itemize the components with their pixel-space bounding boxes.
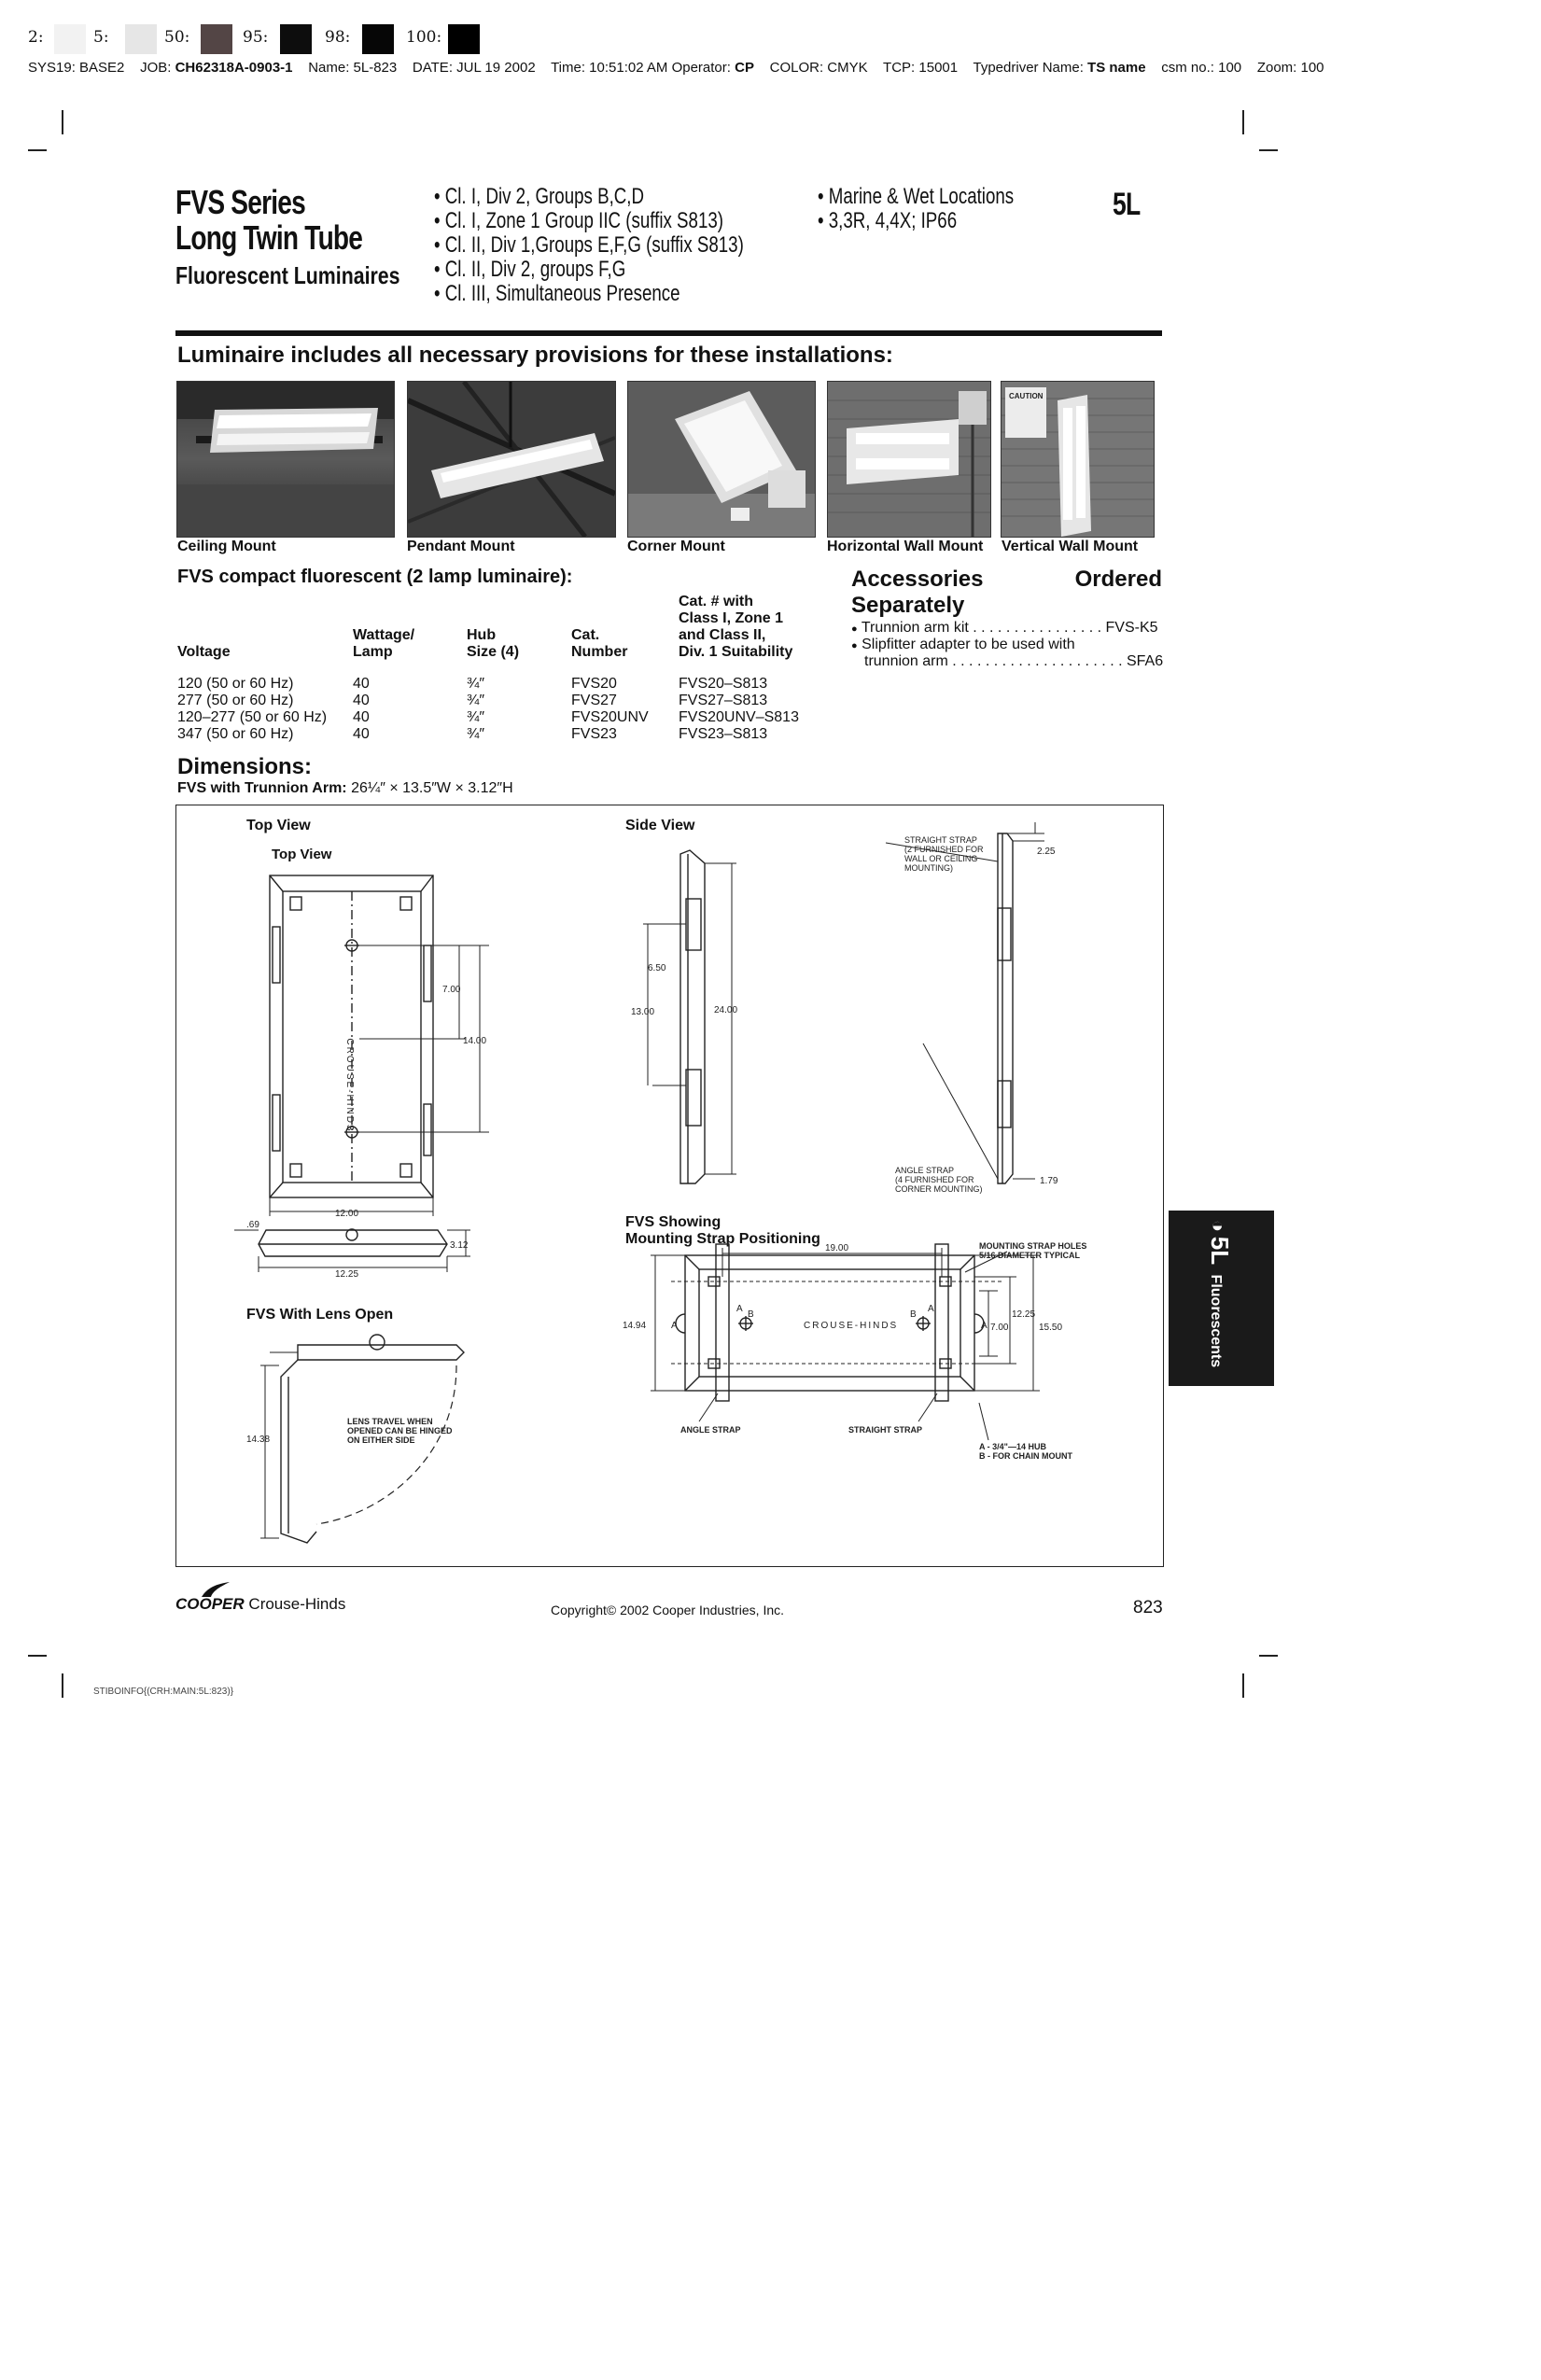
- dim-2-25: 2.25: [1037, 847, 1056, 857]
- caption-ceiling: Ceiling Mount: [177, 539, 276, 554]
- slug-job-label: JOB:: [140, 60, 172, 76]
- accessories-heading-left: Accessories: [851, 567, 984, 592]
- side-tab-text: [1205, 1220, 1234, 1367]
- pendant-mount-illustration: [408, 382, 615, 537]
- product-title-line2: Long Twin Tube: [175, 218, 363, 257]
- column-header: [571, 594, 679, 661]
- table-cell: 40: [353, 693, 370, 708]
- ratings-list-2: [818, 185, 1014, 233]
- side-view-label: Side View: [625, 818, 695, 833]
- crop-mark: [62, 110, 63, 134]
- slug-zoom: Zoom: 100: [1256, 60, 1324, 76]
- accessory-cat: FVS-K5: [1105, 620, 1158, 636]
- column-header-text: Number: [571, 644, 628, 660]
- ceiling-mount-illustration: [177, 382, 394, 537]
- table-cell: FVS23: [571, 726, 617, 742]
- column-header: [177, 594, 353, 661]
- caption-horizontal: Horizontal Wall Mount: [827, 539, 984, 554]
- rating-item: • Cl. I, Zone 1 Group IIC (suffix S813): [434, 208, 724, 233]
- strap-positioning-drawing: [651, 1244, 1040, 1440]
- swatch-label: 100:: [406, 28, 442, 47]
- slug-date: DATE: JUL 19 2002: [412, 60, 536, 76]
- rating-item: • Cl. II, Div 2, groups F,G: [434, 257, 626, 282]
- rating-item: • Cl. I, Div 2, Groups B,C,D: [434, 184, 645, 209]
- strap-holes-note: MOUNTING STRAP HOLES: [979, 1241, 1087, 1251]
- hub-mark: A: [928, 1304, 934, 1314]
- dim-14-00: 14.00: [463, 1036, 487, 1046]
- lens-open-label: FVS With Lens Open: [246, 1307, 394, 1323]
- top-view-drawing: [234, 875, 489, 1272]
- table-cell: FVS27–S813: [679, 693, 768, 708]
- swatch-label: 2:: [28, 28, 44, 47]
- caption-pendant: Pendant Mount: [407, 539, 515, 554]
- table-cell: FVS20–S813: [679, 676, 768, 692]
- dimensions-subheading: [177, 780, 513, 797]
- dimensions-heading: Dimensions:: [177, 754, 313, 779]
- color-swatch: [448, 24, 480, 54]
- rating-item: • Cl. III, Simultaneous Presence: [434, 281, 680, 306]
- swatch-label: 50:: [164, 28, 190, 47]
- dimensions-sub-value: 26¼″ × 13.5″W × 3.12″H: [351, 780, 513, 796]
- photo-ceiling-mount: [176, 381, 395, 538]
- crop-mark: [1259, 1655, 1278, 1657]
- rating-item: • 3,3R, 4,4X; IP66: [818, 208, 958, 233]
- column-header-text: Class I, Zone 1: [679, 610, 784, 626]
- top-view-label: Top View: [246, 818, 311, 833]
- brand-rest: Crouse-Hinds: [244, 1595, 346, 1613]
- slug-tcp: TCP: 15001: [883, 60, 959, 76]
- accessories-heading-line2: Separately: [851, 593, 965, 618]
- caption-corner: Corner Mount: [627, 539, 725, 554]
- hub-mark: A: [671, 1321, 678, 1331]
- table-row: [177, 709, 828, 726]
- corner-mount-illustration: [628, 382, 815, 537]
- column-header-text: Lamp: [353, 644, 393, 660]
- caption-vertical: Vertical Wall Mount: [1002, 539, 1139, 554]
- table-cell: ¾″: [467, 693, 485, 708]
- column-header-text: Voltage: [177, 644, 231, 660]
- horizontal-wall-mount-illustration: [828, 382, 990, 537]
- column-header-text: and Class II,: [679, 627, 766, 643]
- photo-corner-mount: [627, 381, 816, 538]
- column-header-text: Cat. # with: [679, 594, 754, 609]
- side-tab-code: 5L: [1206, 1236, 1234, 1266]
- accessory-item: ● Trunnion arm kit . . . . . . . . . . . . . . . . FVS-K5: [851, 620, 1158, 636]
- rating-item: • Marine & Wet Locations: [818, 184, 1015, 209]
- straight-strap-note: STRAIGHT STRAP: [904, 835, 977, 845]
- slug-time: Time: 10:51:02 AM Operator:: [551, 60, 731, 76]
- color-swatch: [201, 24, 232, 54]
- section-side-tab: [1169, 1211, 1274, 1386]
- crop-mark: [1242, 110, 1244, 134]
- color-swatch: [54, 24, 86, 54]
- accessory-cat: SFA6: [1126, 653, 1164, 669]
- angle-strap-label: ANGLE STRAP: [680, 1425, 741, 1435]
- straight-strap-note: (2 FURNISHED FOR: [904, 845, 984, 854]
- crop-mark: [1242, 1673, 1244, 1698]
- column-header: [679, 594, 828, 661]
- vertical-wall-mount-illustration: [1002, 382, 1154, 537]
- column-header: [467, 594, 571, 661]
- swatch-label: 5:: [93, 28, 109, 47]
- chain-mark: B: [748, 1309, 754, 1320]
- lens-note: OPENED CAN BE HINGED: [347, 1426, 453, 1435]
- color-swatch: [280, 24, 312, 54]
- column-header-text: Div. 1 Suitability: [679, 644, 793, 660]
- angle-strap-note: ANGLE STRAP: [895, 1166, 955, 1175]
- swatch-label: 95:: [243, 28, 269, 47]
- column-header-text: Hub: [467, 627, 497, 643]
- slug-color: COLOR: CMYK: [769, 60, 868, 76]
- table-cell: FVS20: [571, 676, 617, 692]
- accessory-leader: . . . . . . . . . . . . . . . .: [968, 620, 1106, 636]
- strap-label-line: FVS Showing: [625, 1214, 721, 1230]
- installations-heading: Luminaire includes all necessary provisions for these installations:: [177, 343, 893, 368]
- caution-sign-text: CAUTION: [1009, 392, 1044, 400]
- brand-bold: COOPER: [175, 1595, 245, 1613]
- strap-label-line: Mounting Strap Positioning: [625, 1231, 820, 1247]
- accessories-heading-right: Ordered: [1074, 567, 1162, 592]
- spec-table-heading: FVS compact fluorescent (2 lamp luminaire):: [177, 567, 573, 587]
- dim-14-38: 14.38: [246, 1435, 271, 1445]
- top-view-inner-label: Top View: [272, 847, 332, 862]
- side-tab-label: Fluorescents: [1208, 1274, 1224, 1368]
- table-cell: 120 (50 or 60 Hz): [177, 676, 294, 692]
- table-row: [177, 676, 828, 693]
- straight-strap-label: STRAIGHT STRAP: [848, 1425, 923, 1435]
- photo-vertical-wall-mount: [1001, 381, 1155, 538]
- hub-mark: A: [736, 1304, 743, 1314]
- table-cell: 40: [353, 709, 370, 725]
- crop-mark: [62, 1673, 63, 1698]
- dim-24-00: 24.00: [714, 1005, 738, 1015]
- table-header-row: [177, 594, 828, 661]
- accessory-leader: . . . . . . . . . . . . . . . . . . . . .: [947, 653, 1127, 669]
- photo-horizontal-wall-mount: [827, 381, 991, 538]
- dim-13-00: 13.00: [631, 1007, 655, 1017]
- photo-pendant-mount: [407, 381, 616, 538]
- table-cell: 120–277 (50 or 60 Hz): [177, 709, 328, 725]
- fixture-brand-text: CROUSE-HINDS: [344, 1038, 355, 1133]
- slug-operator: CP: [735, 60, 754, 76]
- dimension-drawings: [175, 805, 1164, 1567]
- slug-typedriver-label: Typedriver Name:: [973, 60, 1084, 76]
- ratings-list: [434, 185, 744, 306]
- table-row: [177, 726, 828, 743]
- slug-csm: csm no.: 100: [1161, 60, 1242, 76]
- table-cell: 40: [353, 726, 370, 742]
- technical-drawing: [176, 805, 1163, 1566]
- table-cell: FVS20UNV: [571, 709, 649, 725]
- lens-note: LENS TRAVEL WHEN: [347, 1417, 433, 1426]
- accessory-text: trunnion arm: [864, 653, 948, 669]
- hub-legend: A - 3/4"—14 HUB: [979, 1442, 1046, 1451]
- page-number: 823: [1133, 1598, 1163, 1617]
- straight-strap-note: WALL OR CEILING: [904, 854, 978, 863]
- product-title: FVS Series: [175, 183, 305, 221]
- swatch-label: 98:: [325, 28, 351, 47]
- copyright: Copyright© 2002 Cooper Industries, Inc.: [551, 1603, 785, 1617]
- angle-strap-note: (4 FURNISHED FOR: [895, 1175, 974, 1184]
- product-subtitle: Fluorescent Luminaires: [175, 261, 400, 289]
- crop-mark: [28, 149, 47, 151]
- slug-typedriver: TS name: [1087, 60, 1146, 76]
- accessory-text: Slipfitter adapter to be used with: [862, 637, 1075, 652]
- strap-fixture-brand: CROUSE-HINDS: [804, 1321, 899, 1331]
- crop-mark: [28, 1655, 47, 1657]
- dim-3-12: 3.12: [450, 1240, 469, 1251]
- table-cell: 277 (50 or 60 Hz): [177, 693, 294, 708]
- table-cell: ¾″: [467, 709, 485, 725]
- hub-mark: A: [981, 1321, 988, 1331]
- dimensions-sub-label: FVS with Trunnion Arm:: [177, 780, 347, 796]
- cooper-logo: [175, 1584, 346, 1613]
- table-cell: FVS20UNV–S813: [679, 709, 799, 725]
- crop-mark: [1259, 149, 1278, 151]
- dim-0-69: .69: [246, 1220, 259, 1230]
- column-header-text: Cat.: [571, 627, 600, 643]
- table-cell: 347 (50 or 60 Hz): [177, 726, 294, 742]
- chain-mark: B: [910, 1309, 917, 1320]
- accessory-text: Trunnion arm kit: [861, 620, 969, 636]
- table-cell: FVS23–S813: [679, 726, 768, 742]
- strap-holes-note: 5/16 DIAMETER TYPICAL: [979, 1251, 1081, 1260]
- dim-14-94: 14.94: [623, 1321, 647, 1331]
- column-header-text: Size (4): [467, 644, 520, 660]
- dim-7-00: 7.00: [442, 985, 461, 995]
- slug-sys: SYS19: BASE2: [28, 60, 125, 76]
- dim-12-00: 12.00: [335, 1209, 359, 1219]
- header-rule: [175, 330, 1162, 336]
- dim-12-25-strap: 12.25: [1012, 1309, 1036, 1320]
- table-cell: 40: [353, 676, 370, 692]
- lens-note: ON EITHER SIDE: [347, 1435, 415, 1445]
- hub-legend: B - FOR CHAIN MOUNT: [979, 1451, 1072, 1461]
- dim-12-25: 12.25: [335, 1269, 359, 1280]
- section-code: 5L: [1113, 187, 1141, 222]
- table-cell: ¾″: [467, 676, 485, 692]
- dim-19-00: 19.00: [825, 1243, 849, 1253]
- slug-job: CH62318A-0903-1: [175, 60, 293, 76]
- dim-15-50: 15.50: [1039, 1323, 1063, 1333]
- dim-7-00-strap: 7.00: [990, 1323, 1009, 1333]
- dim-1-79: 1.79: [1040, 1176, 1058, 1186]
- dim-6-50: 6.50: [648, 963, 666, 973]
- half-circle-icon: ◑: [1207, 1220, 1230, 1233]
- column-header-text: Wattage/: [353, 627, 415, 643]
- accessory-item: ● Slipfitter adapter to be used with trunnion arm . . . . . . . . . . . . . . . . . . . . . SFA6: [851, 637, 1164, 669]
- side-view-drawing: [643, 822, 1044, 1183]
- spec-table: [177, 594, 828, 743]
- angle-strap-note: CORNER MOUNTING): [895, 1184, 983, 1194]
- stibo-code: STIBOINFO{(CRH:MAIN:5L:823)}: [93, 1687, 234, 1697]
- table-cell: ¾″: [467, 726, 485, 742]
- slug-name: Name: 5L-823: [308, 60, 398, 76]
- accessories-heading: [851, 567, 1162, 619]
- rating-item: • Cl. II, Div 1,Groups E,F,G (suffix S813): [434, 232, 744, 258]
- color-swatch: [125, 24, 157, 54]
- table-row: [177, 693, 828, 709]
- table-cell: FVS27: [571, 693, 617, 708]
- column-header: [353, 594, 467, 661]
- color-swatch: [362, 24, 394, 54]
- job-slug: [28, 60, 1324, 76]
- straight-strap-note: MOUNTING): [904, 863, 953, 873]
